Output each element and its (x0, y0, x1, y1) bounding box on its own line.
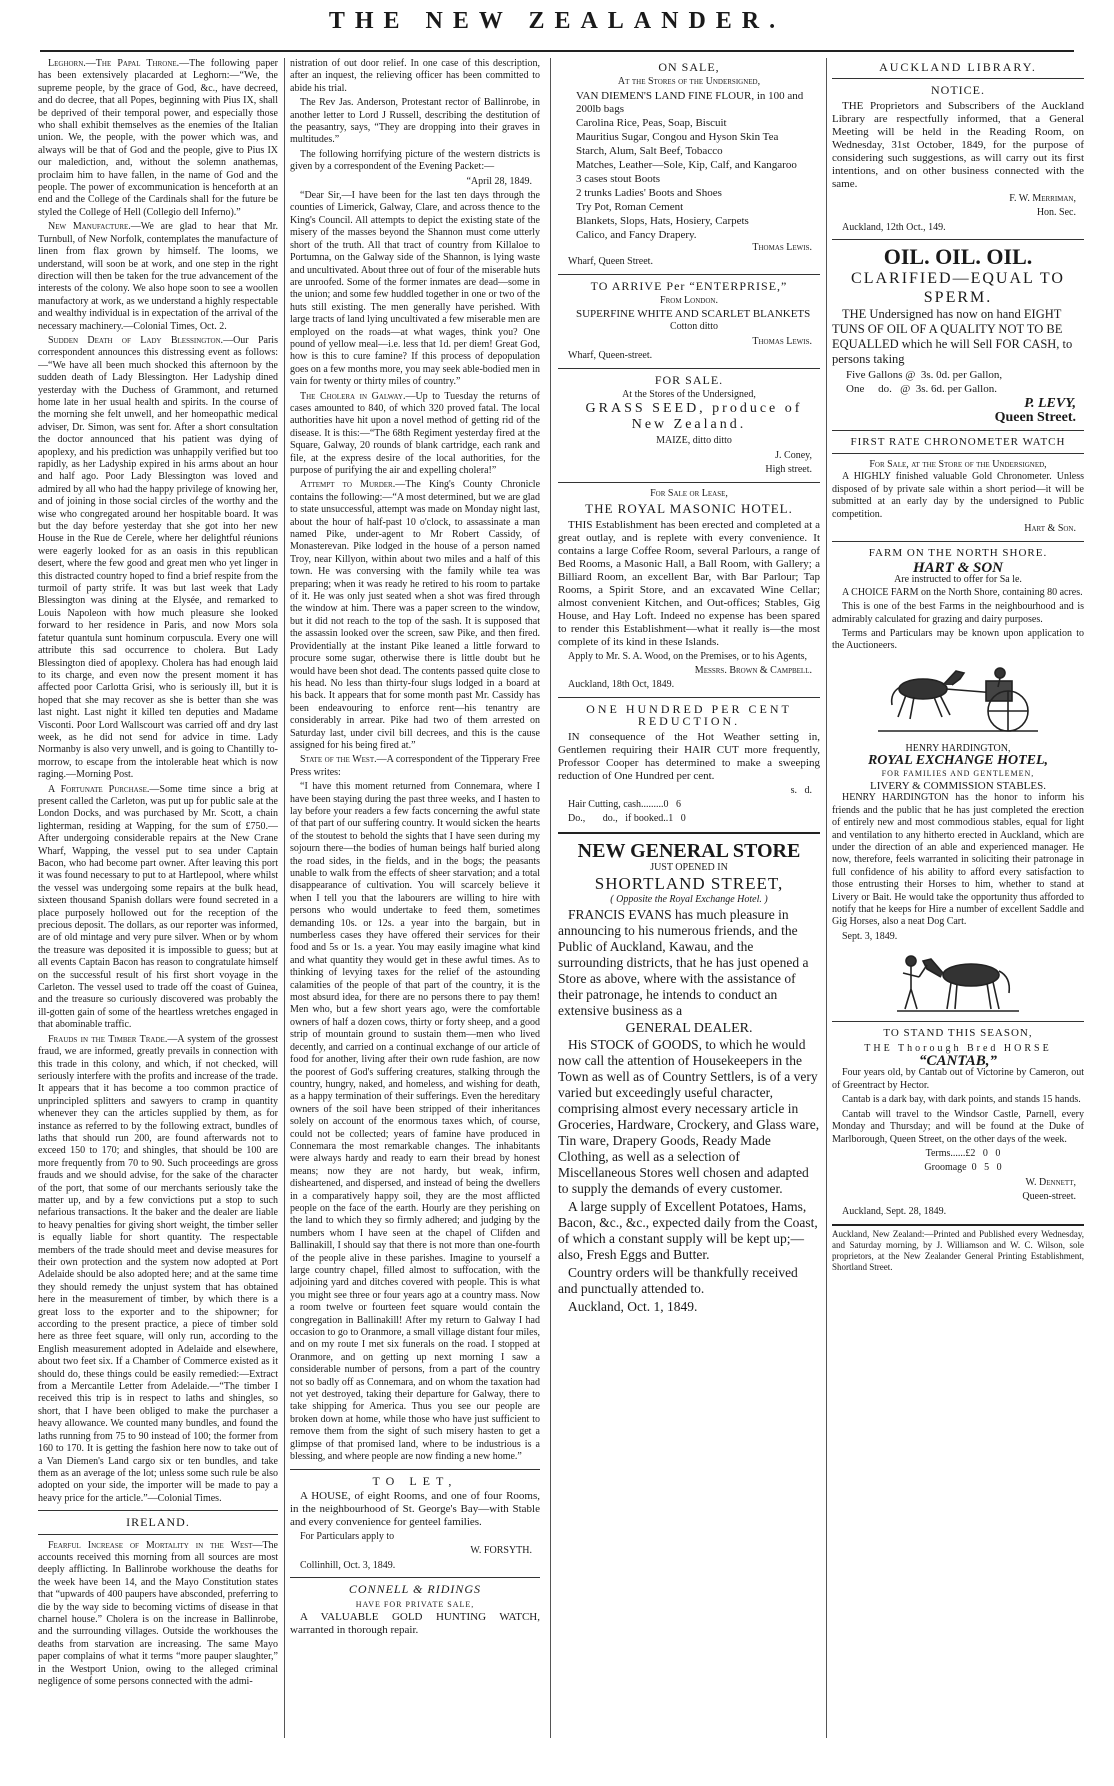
ad-forsale-body: GRASS SEED, produce of New Zealand. (585, 401, 803, 433)
ad-stand-description: Cantab is a dark bay, with dark points, and stands 15 hands. (842, 1094, 1081, 1106)
article-connemara: “I have this moment returned from Connemara, where I have been staying during the past three weeks, and I hasten to lay before your readers a few facts concerning the awful state of that part of our suffering country. It would sicken the hearts of the stoutest to behold the sights that I have seen during my sojourn there—the bodies of human beings half buried along the road sides, in the fields, and in the bogs; the peasants unable to walk from the effects of sheer starvation; and a total disappearance of cultivation. You will scarcely believe it when I tell you that the labourers are willing to hire with persons who would undertake to feed them, sometimes demanding 10s. or 12s. a year into the bargain, but in numberless cases they have offered their services for their food and 5s or 1s. a year. You may easily imagine what kind and what quantity they would get in these awful times. As to thinking of levying taxes for the relief of the astounding calamities of the people of that part of the country, it is the most absurd idea, for there are no persons there to pay them! Men who, but a few short years ago, were the comfortable owners of half a dozen cows, thirty or forty sheep, and a good strip of mountain ground to sustain them—men who lived decently, and carried on a continual exchange of our article of food for another, living after their own rude fashion, are now the poorest of God's suffering creatures, stalking through the country, hungry, naked, and homeless, and wishing for death, as a happy termination of their sufferings. Even the hereditary owners of the soil have been stripped of their inheritances solely on account of the enormous taxes which, of course, could not be collected; years of famine have produced in Connemara the most remarkable changes. The inhabitants were always hardy and ready to earn their bread by honest means; now they are not hardy, but weak, infirm, disheartened, and dispersed, and instead of being the dwellers in a comparatively happy soil, they are the most afflicted people on the face of the earth. Hourly are they perishing on the land to which they so firmly adhered; and judging by the numbers whom I have seen at the chapel of Clifden and Ballinakill, I should say that there is not more than one-fourth of the people alive in these parishes. Imagine to yourself a large country chapel, filled almost to suffocation, with the adjoining yard and ditches covered with people. This is what you might see three or four years ago at a country mass. Now a room twelve or fourteen feet square would contain the congregation in Ballinakill! After my return to Galway I had occasion to go to Oranmore, a small village distant four miles, and on my route I met six funerals on the road. I stopped at Oranmore, and on getting up next morning I saw a considerable number of persons, from a part of the country not so badly off as Connemara, and on whom the taxation had not yet destroyed, taking their departure for Galway, there to take shipping for America. Thus you see our people are broken down at home, while those who have just sufficient to remove them from the sight of such misery hasten to get a glimpse of that promised land, where to be industrious is a blessing, and where people are now finding a new home.” (290, 781, 540, 1463)
section-rule (38, 1534, 278, 1535)
ad-store-heading: NEW GENERAL STORE (577, 839, 801, 862)
ad-store-date: Auckland, Oct. 1, 1849. (568, 1298, 698, 1314)
section-heading-ireland: IRELAND. (126, 1515, 190, 1530)
ad-stand-signature: W. Dennett, (1025, 1176, 1076, 1188)
ad-stand-groomage: Groomage 0 5 0 (924, 1162, 1002, 1174)
horse-groom-illustration (893, 949, 1023, 1015)
ad-masonic-apply: Apply to Mr. S. A. Wood, on the Premises, or to his Agents, (568, 650, 808, 662)
list-item: VAN DIEMEN'S LAND FINE FLOUR, in 100 and 200lb bags (576, 89, 804, 115)
ad-store-opposite: ( Opposite the Royal Exchange Hotel. ) (610, 894, 768, 906)
ad-to-let-apply: For Particulars apply to (300, 1530, 395, 1542)
article-title: Attempt to Murder. (300, 479, 396, 491)
ad-masonic-heading: THE ROYAL MASONIC HOTEL. (585, 501, 793, 517)
ad-chrono-signature: Hart & Son. (1024, 523, 1076, 535)
ad-forsale-subhead: At the Stores of the Undersigned, (622, 389, 756, 401)
section-rule (558, 368, 820, 369)
printer-imprint: Auckland, New Zealand:—Printed and Published every Wednesday, and Saturday morning, by J. Williamson and W. C. Wilson, sole proprietors, at the New Zealander General Printing Establishment, Shortland Street. (832, 1224, 1084, 1273)
article-cholera-galway (290, 391, 540, 478)
ad-library-heading: AUCKLAND LIBRARY. (879, 60, 1037, 74)
section-rule (558, 482, 820, 483)
ad-oil-place: Queen Street. (994, 410, 1076, 426)
article-title: A Fortunate Purchase. (48, 783, 150, 795)
ad-masonic-agents: Messrs. Brown & Campbell. (694, 664, 812, 676)
letter-body: “Dear Sir,—I have been for the last ten days through the counties of Limerick, Galway, Clare, and across thence to the King's Council. All attempts to depict the existing state of the misery of the masses beyond the Shannon must come utterly short of the truth. All that tract of country from Killaloe to Portumna, on the Galway side of the Shannon, is lying waste and uncultivated. About three out of four of the miserable huts are unroofed. Some of the former inmates are dead—some in the union; and some few huddled together in one or two of the huts still existing. The men generally have perished. With large tracts of land lying uncultivated a few miserable men are employed on the roads—at what wages, think you? One pound of yellow meal—i.e. less that 1d. per diem! Great God, how is this to cure famine? If this process of depopulation goes on a few months more, you may seek able-bodied men in vain for twenty or thirty miles of country.” (290, 190, 540, 388)
ad-store-stock: His STOCK of GOODS, to which he would now call the attention of Housekeepers in the Town as well as of Country Settlers, is of a very varied but exceedingly useful character, comprising almost every necessary article in Groceries, Hardware, Crockery, and Glass ware, Tin ware, Drapery Goods, Ready Made Clothing, as well as a selection of Miscellaneous Stores well chosen and adapted to supply the demands of every customer. (558, 1036, 820, 1196)
section-rule (832, 1021, 1084, 1022)
section-rule (832, 430, 1084, 431)
ad-oil-subhead: CLARIFIED—EQUAL TO SPERM. (851, 270, 1065, 307)
article-body: —Some time since a brig at present called the Carleton, was put up for public sale at the London Docks, and was purchased by Mr. Scott, a chain lighterman, residing at Wapping, for the sum of £750.—After undergoing considerable repairs at the New Crane Wharf, Wapping, the vessel put to sea under Captain Bacon, who had become part owner. After leaving this port it was found necessary to put to at Hartlepool, where whilst the vessel was undergoing some repairs at the bulk head, sixteen thousand Spanish dollars were found secreted in a place purposely hollowed out for the reception of the precious deposit. The dollars, as our reporter was informed, are of old mintage and very pure silver. When or by whom the treasure was deposited it is impossible to guess; but at all events Captain Bacon has reason to congratulate himself on the successful result of his first short voyage in the Carleton. The vessel used to trade off the coast of Guinea, and the treasure so curiously discovered was probably the ill-gotten gain of some of the heartless wretches engaged in that abominable traffic. (38, 783, 278, 1031)
article-body: —A system of the grossest fraud, we are informed, greatly prevails in connection with this trade in this colony, and which, if not checked, will seriously interfere with the profits and increase of the trade. It appears that it has become a too common practice of unprincipled splitters and sawyers to cramp in quantity whenever they can the articles supplied by them, as for instance as referred to by the following extract, bundles of laths that should run 200, are found afterwards not to exceed 150 to 170; and shingles, that should be 100 are more frequently from 70 to 90. Such proceedings are gross frauds and we should advise, for the sake of the character of the port, that some of our merchants seriously take the matter up, and by a few convictions put a stop to such nefarious transactions. It the baker and the dealer are liable to heavy penalties for giving short weight, the timber seller is equally liable for short quantity. The respectable members of the trade should meet and devise measures for their own protection and the system now adopted at Port Adelaide should be also adopted here; and at the same time they should remedy the unjust system that has obtained here in the measurement of timber, by which there is a great loss to the exporter and to the shipowner; for according to the present practice, a piece of timber sold here as three feet square, will only run, according to the English measurement adopted in Adelaide and elsewhere, about two feet six. If a Chamber of Commerce existed as it should do, these things could be easily remedied:—Extract from a Mercantile Letter from Adelaide.—“The timber I received this trip is in respect to laths and shingles, so short, that I have been obliged to make the purchaser a heavy allowance. We counted many bundles, and found the laths running from 75 to 90 instead of 100; the former from 160 to 170. It is getting the fashion here now to take out of a Van Diemen's Land cargo six or ten bundles, and take them as an average of the lot; unless some such rule be also adopted on your side, the importer will be made to pay a heavy price for the article.”—Colonial Times. (38, 1033, 278, 1504)
article-mortality (38, 1540, 278, 1689)
list-item: Matches, Leather—Sole, Kip, Calf, and Kangaroo (576, 158, 797, 171)
ad-stand-travel: Cantab will travel to the Windsor Castle, Parnell, every Monday and Thursday; and will be found at the Duke of Marlborough, Queen Street, on the other days of the week. (832, 1108, 1084, 1145)
ad-masonic-date: Auckland, 18th Oct, 1849. (568, 679, 675, 691)
ad-forsale-signature: J. Coney, (775, 449, 812, 461)
column-divider (284, 58, 285, 1738)
ad-chrono-body: A HIGHLY finished valuable Gold Chronometer. Unless disposed of by private sale within a short period—it will be submitted at an early day by the undersigned to Public competition. (832, 471, 1084, 520)
column-divider (826, 58, 827, 1738)
ad-store-orders: Country orders will be thankfully received and punctually attended to. (558, 1264, 798, 1296)
section-rule (290, 1469, 540, 1470)
ad-to-let-heading: TO LET, (372, 1473, 458, 1488)
ad-library-date: Auckland, 12th Oct., 149. (842, 221, 946, 233)
ad-stand-pedigree: Four years old, by Cantab out of Victorine by Cameron, out of Greentract by Hector. (832, 1067, 1084, 1091)
article-attempt-murder (290, 479, 540, 752)
ad-to-let-body: A HOUSE, of eight Rooms, and one of four Rooms, in the neighbourhood of St. George's Bay—with Stable and every convenience for genteel families. (290, 1489, 540, 1528)
ad-onsale-place: Wharf, Queen Street. (568, 256, 653, 268)
ad-stand-horse: THE Thorough Bred HORSE (864, 1042, 1052, 1054)
ad-connell-subhead: HAVE FOR PRIVATE SALE, (355, 1599, 475, 1609)
ad-farm-instructed: Are instructed to offer for Sa le. (894, 574, 1022, 586)
ad-hundred-columns: s. d. (790, 784, 812, 796)
article-state-west (290, 754, 540, 779)
ad-farm-body: A CHOICE FARM on the North Shore, containing 80 acres. (842, 586, 1083, 598)
column-3 (558, 58, 820, 1738)
article-leghorn (38, 58, 278, 219)
section-rule (832, 78, 1084, 79)
ad-farm-heading: FARM ON THE NORTH SHORE. (868, 546, 1048, 559)
ad-chrono-subhead: For Sale, at the Store of the Undersigned, (869, 459, 1047, 471)
ad-onsale-subhead: At the Stores of the Undersigned, (617, 76, 761, 88)
ad-store-street: SHORTLAND STREET, (594, 874, 784, 894)
masthead-rule (40, 50, 1074, 52)
section-rule (38, 1510, 278, 1511)
ad-connell-heading: CONNELL & RIDINGS (348, 1582, 482, 1597)
ad-farm-terms: Terms and Particulars may be known upon application to the Auctioneers. (832, 627, 1084, 652)
ad-oil-price-row: One do. @ 3s. 6d. per Gallon. (846, 383, 997, 396)
ad-stand-heading: TO STAND THIS SEASON, (883, 1027, 1033, 1040)
ad-library-signature: F. W. Merriman, (1009, 192, 1076, 204)
ad-library-body: THE Proprietors and Subscribers of the Auckland Library are respectfully informed, that a General Meeting will be held in the Reading Room, on Wednesday, 31st October, 1849, for the purpose of considering such suggestions, as will carry out its first intentions, and on other business connected with the same. (832, 99, 1084, 190)
ad-store-subhead: JUST OPENED IN (650, 861, 728, 873)
list-item: 2 trunks Ladies' Boots and Shoes (576, 186, 722, 199)
ad-hotel-date: Sept. 3, 1849. (842, 930, 898, 942)
article-blessington (38, 335, 278, 782)
ad-arrive-place: Wharf, Queen-street. (568, 350, 653, 362)
ad-oil-body: THE Undersigned has now on hand EIGHT TUNS OF OIL OF A QUALITY NOT TO BE EQUALLED which he will Sell FOR CASH, to persons taking (832, 307, 1073, 367)
ad-arrive-subhead: From London. (660, 295, 718, 307)
column-1 (38, 58, 278, 1738)
article-title: New Manufacture. (48, 221, 131, 233)
ad-onsale-signature: Thomas Lewis. (752, 241, 812, 253)
article-title: State of the West. (300, 754, 377, 766)
list-item: Try Pot, Roman Cement (576, 200, 684, 213)
section-rule (832, 541, 1084, 542)
article-title: Leghorn.—The Papal Throne. (48, 58, 180, 69)
column-2 (290, 58, 540, 1738)
article-body: —The King's County Chronicle contains the following:—“A most determined, but we are glad to state unsuccessful, attempt was made on Monday night last, about the hour of half-past 10 o'clock, to assassinate a man named Pike, under-agent to Mr Robert Cassidy, of Monasterevan. Pike lodged in the house of a person named Troy, near Killyon, within about two miles and a half of this town. He was conversing with the family while tea was preparing; when it was ready he retired to his room to partake of it. He was only just seated when a shot was fired through the window at him. There was a paper screen to the window, but it did not reach to the top of the sash. It is supposed that the assassin looked over the screen, saw Pike, and then fired. Providentially at the instant Pike leaned a little forward to procure some sugar, otherwise there is little doubt but he would have been shot dead. The contents passed quite close to his head. No less than thirty-four slugs lodged in a board at his back. It appears that for some month past Mr. Cassidy has been endeavouring to enforce rent—his tenantry are considerably in arrear. Pike had two of them arrested on Saturday last, under civil bill decrees, and this is the cause assigned for his being fired at.” (290, 479, 540, 751)
list-item: Mauritius Sugar, Congou and Hyson Skin Tea (576, 130, 779, 143)
section-rule (832, 453, 1084, 454)
ad-oil-signature: P. LEVY, (1024, 395, 1076, 411)
ad-arrive-body: SUPERFINE WHITE AND SCARLET BLANKETS (576, 308, 811, 321)
article-body: —The accounts received this morning from all sources are most deeply afflicting. In Ballinrobe workhouse the deaths for the week have been 14, and the Mayo Constitution states that “upwards of 400 paupers have absconded, preferring to die by the way side to becoming victims of disease in that charnel house.” Cholera is on the increase in Ballinrobe, and the surrounding villages. Outside the workhouses the deaths from starvation are increasing. The same Mayo paper complains of what it terms “more pauper slaughter,” in the Westport Union, owing to the alleged criminal negligence of some persons connected with the admi- (38, 1539, 278, 1687)
ad-hundred-heading: ONE HUNDRED PER CENT REDUCTION. (586, 701, 792, 729)
ad-store-supply: A large supply of Excellent Potatoes, Hams, Bacon, &c., &c., expected daily from the Coast, of which a constant supply will be kept up;—also, Fresh Eggs and Butter. (558, 1198, 818, 1262)
ad-hotel-body: HENRY HARDINGTON has the honor to inform his friends and the public that he has just completed the erection of entirely new and most commodious stables, equal for light and ventilation to any hitherto erected in Auckland, which are under the direction of an able and experienced manager. He now, therefore, feels warranted in soliciting their patronage in full confidence of his ability to afford every satisfaction to those entrusting their Horses to him, whether to stand at Livery or Bait. He would take the opportunity thus afforded to notify that he keeps for Hire a number of excellent Saddle and Gig Horses, also a neat Dog Cart. (832, 792, 1084, 928)
ad-store-dealer: GENERAL DEALER. (625, 1020, 753, 1036)
article-rev-anderson: The Rev Jas. Anderson, Protestant rector of Ballinrobe, in another letter to Lord J Russell, describing the destitution of the peasantry, says, “They are dropping into their graves in multitudes.” (290, 97, 540, 146)
section-rule (290, 1577, 540, 1578)
column-4 (832, 58, 1084, 1738)
list-item: Calico, and Fancy Drapery. (576, 228, 697, 241)
ad-hotel-for: FOR FAMILIES AND GENTLEMEN, (881, 768, 1035, 778)
ad-hotel-title: ROYAL EXCHANGE HOTEL, (867, 753, 1049, 769)
article-body: —The following paper has been extensively placarded at Leghorn:—“We, the supreme people, by the grace of God, &c., have decreed, and do decree, that all Popes, beginning with Pius IX, shall be deprived of their temporal power, and especially those who shall exhibit themselves as the enemies of the Italian union. We, the people, with the power which was, and always will be that of God and the people, give to Pius IX our malediction, and, without the solemn anathemas, proclaim him to have fallen, in the name of God and the people. The power of excommunication is henceforth at an end and the College of the Cardinals shall for the future be styled the College of Hell (Collegio dell Inferno).” (38, 58, 278, 218)
article-title: The Cholera in Galway. (300, 390, 406, 402)
article-body: —Up to Tuesday the returns of cases amounted to 840, of which 320 proved fatal. The local authorities have hit upon a novel method of getting rid of the disease. It is this:—“The 68th Regiment yesterday fired at the Square, Galway, 20 rounds of blank cartridge, each rank and file, at the express desire of the local authorities, for the purpose of purifying the air and expelling cholera!” (290, 390, 540, 476)
ad-onsale-list (558, 90, 820, 242)
ad-stand-terms: Terms......£2 0 0 (925, 1147, 1001, 1159)
list-item: Carolina Rice, Peas, Soap, Biscuit (576, 116, 727, 129)
list-item: Blankets, Slops, Hats, Hosiery, Carpets (576, 214, 749, 227)
ad-masonic-subhead: For Sale or Lease, (650, 487, 728, 499)
ad-oil-price-row: Five Gallons @ 3s. 0d. per Gallon, (846, 369, 1003, 382)
ad-arrive-cotton: Cotton ditto (669, 321, 719, 333)
article-western-districts: The following horrifying picture of the western districts is given by a correspondent of the Evening Packet:— (290, 148, 540, 173)
article-new-manufacture (38, 221, 278, 333)
ad-forsale-maize: MAIZE, ditto ditto (656, 435, 732, 447)
section-rule (558, 697, 820, 698)
ad-forsale-heading: FOR SALE. (654, 372, 724, 387)
ad-store-body: FRANCIS EVANS has much pleasure in announcing to his numerous friends, and the Public of Auckland, Kawau, and the surrounding districts, that he has just opened a Store as above, where with the assistance of their patronage, he intends to conduct an extensive business as a (558, 906, 809, 1018)
ad-oil-heading: OIL. OIL. OIL. (883, 244, 1033, 270)
ad-hotel-proprietor: HENRY HARDINGTON, (905, 742, 1011, 754)
ad-to-let-signature: W. FORSYTH. (470, 1545, 532, 1557)
ad-masonic-body: THIS Establishment has been erected and completed at a great outlay, and is replete with every convenience. It contains a large Coffee Room, several Parlours, a range of Bed Rooms, a Masonic Hall, a Ball Room, with Gallery; a Billiard Room, an excellent Bar, with Bar Parlour; Tap Rooms, a Spirit Store, and an excavated Wine Cellar; almost convenient Kitchen, and Out-offices; Stables, Gig House, and Hay Loft. Indeed no expense has been spared to render this Establishment—what it really is—the most complete of its kind in these Islands. (558, 518, 820, 648)
ad-library-signature-title: Hon. Sec. (1036, 207, 1076, 219)
article-body: —A correspondent of the Tipperary Free Press writes: (290, 754, 540, 778)
section-rule (558, 832, 820, 834)
ad-stand-date: Auckland, Sept. 28, 1849. (842, 1205, 947, 1217)
ad-arrive-heading: TO ARRIVE Per “ENTERPRISE,” (590, 278, 788, 293)
ad-hundred-price-row: Do., do., if booked..1 0 (568, 813, 686, 825)
article-title: Fearful Increase of Mortality in the West (48, 1539, 253, 1551)
article-title: Frauds in the Timber Trade. (48, 1033, 168, 1045)
ad-stand-name: “CANTAB,” (919, 1053, 997, 1070)
article-body: —Our Paris correspondent announces this distressing event as follows:—“We have all been much shocked this afternoon by the sudden death of Lady Blessington. Her Ladyship dined yesterday with the Duchess of Grammont, and returned home late in her usual health and spirits. In the course of the morning she felt unwell, and her homeopathic medical adviser, Dr. Simon, was sent for. After a short consultation the doctor announced that his patient was dying of apoplexy, and his prediction was unhappily verified but too rapidly, as her Ladyship expired in his arms about an hour and half ago. Poor Lady Blessington was loved and admired by all who had the happy privilege of knowing her, and of joining in those social circles of the worthy and the wise who congregated around her hospitable board. It was but the day before yesterday that she got into her new House in the Rue de Cerele, where her delightful réunions were eagerly looked for as an oasis in this republican desert, where the few good and great men who yet linger in this distracted country hoped to find a brief respite from the turmoil of party strife. It was but last week that Lady Blessington was dining at the Elysée, and remarked to Louis Napoleon with how much pleasure she looked forward to her residence in Paris, and now Mors sola fatetur quantula sunt hominum corpuscula. Every one will attribute this sad occurrence to cholera. But Lady Blessington died of apoplexy. Cholera has had enough laid to its charge, and even now the present moment it has affected poor Carlotta Grisi, who is seriously ill, but it is hoped that she may recover as she is better than she was last night. Last night it killed ten deputies and Madame Visconti. Poor Lord Wallscourt was carried off and dry last week, as he did not send for advice in time. Lady Normanby is also very unwell, and is going to Chantilly to-morrow, to escape from the intolerable heat which is now raging.—Morning Post. (38, 334, 278, 781)
article-continued: nistration of out door relief. In one case of this description, after an inquest, the relieving officer has been committed to abide his trial. (290, 58, 540, 94)
ad-arrive-signature: Thomas Lewis. (752, 335, 812, 347)
ad-onsale-heading: ON SALE, (658, 60, 720, 74)
ad-forsale-place: High street. (765, 464, 812, 476)
article-fortunate-purchase (38, 784, 278, 1032)
section-rule (558, 274, 820, 275)
section-rule (832, 239, 1084, 240)
ad-hundred-price-row: Hair Cutting, cash.........0 6 (568, 798, 682, 810)
list-item: Starch, Alum, Salt Beef, Tobacco (576, 144, 723, 157)
ad-chrono-heading: FIRST RATE CHRONOMETER WATCH (850, 435, 1066, 448)
ad-hotel-livery: LIVERY & COMMISSION STABLES. (870, 779, 1046, 792)
ad-stand-place: Queen-street. (1022, 1191, 1076, 1203)
ad-connell-body: A VALUABLE GOLD HUNTING WATCH, warranted in thorough repair. (290, 1610, 540, 1636)
column-divider (550, 58, 551, 1738)
list-item: 3 cases stout Boots (576, 172, 661, 185)
ad-hundred-body: IN consequence of the Hot Weather setting in, Gentlemen requiring their HAIR CUT more frequently, Professor Cooper has determined to make a sweeping reduction of One Hundred per cent. (558, 730, 820, 782)
article-title: Sudden Death of Lady Blessington. (48, 334, 224, 346)
masthead: THE NEW ZEALANDER. (328, 8, 786, 34)
ad-to-let-date: Collinhill, Oct. 3, 1849. (300, 1559, 396, 1571)
ad-farm-firm: HART & SON (912, 559, 1003, 576)
letter-date: “April 28, 1849. (466, 175, 532, 187)
article-body: —We are glad to hear that Mr. Turnbull, of New Norfolk, contemplates the manufacture of linen from flax grown by himself. The looms, we understand, will soon be at work, and one step in the right direction will then be taken for the true advancement of the interests of the colony. We also hope soon to see a woollen manufactory at work, as we understand a highly respectable and wealthy individual is in expectation of the arrival of the necessary machinery.—Colonial Times, Oct. 2. (38, 221, 278, 332)
ad-library-notice: NOTICE. (931, 83, 985, 98)
article-timber-frauds (38, 1034, 278, 1505)
ad-farm-description: This is one of the best Farms in the neighbourhood and is admirably calculated for grazing and dairy purposes. (832, 601, 1084, 625)
horse-carriage-illustration (868, 659, 1048, 737)
